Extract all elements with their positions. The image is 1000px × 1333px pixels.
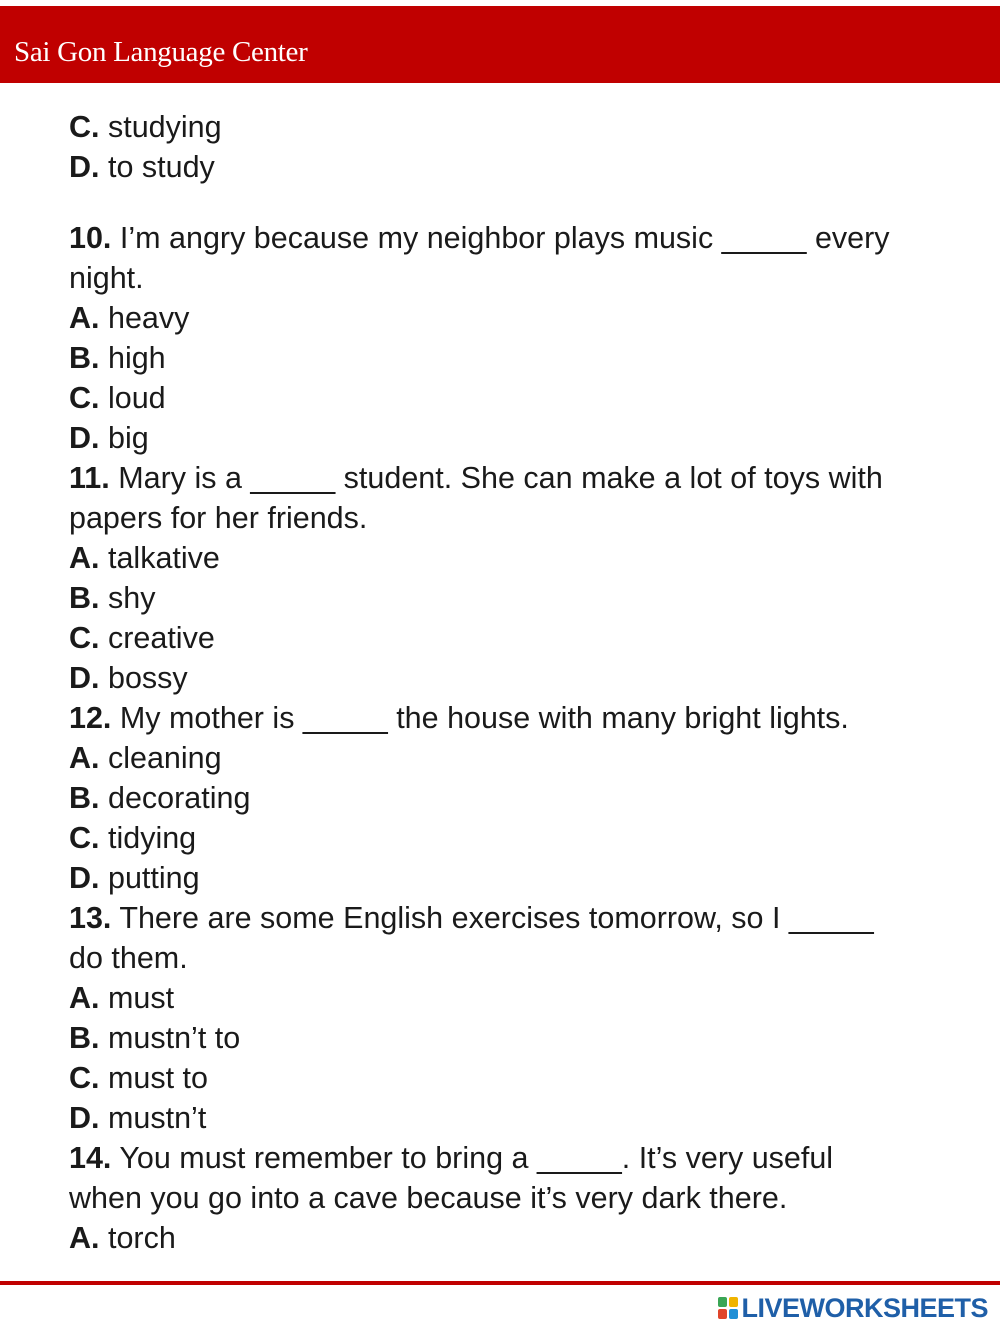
page-title: Sai Gon Language Center xyxy=(14,36,308,68)
brand-name: LIVEWORKSHEETS xyxy=(741,1292,988,1323)
option-10-a: A. heavy xyxy=(69,301,190,335)
option-12-b: B. decorating xyxy=(69,781,251,815)
question-10-cont: night. xyxy=(69,261,144,295)
question-11: 11. Mary is a _____ student. She can make a lot of toys with xyxy=(69,461,883,495)
option-11-a: A. talkative xyxy=(69,541,220,575)
question-11-cont: papers for her friends. xyxy=(69,501,368,535)
option-14-a: A. torch xyxy=(69,1221,176,1255)
question-13-cont: do them. xyxy=(69,941,188,975)
option-9-d: D. to study xyxy=(69,150,215,184)
option-11-c: C. creative xyxy=(69,621,215,655)
option-13-a: A. must xyxy=(69,981,175,1015)
liveworksheets-icon xyxy=(718,1297,738,1319)
option-10-c: C. loud xyxy=(69,381,166,415)
option-9-c: C. studying xyxy=(69,110,222,144)
option-13-d: D. mustn’t xyxy=(69,1101,207,1135)
option-10-d: D. big xyxy=(69,421,149,455)
question-14-cont: when you go into a cave because it’s very dark there. xyxy=(69,1181,788,1215)
option-12-d: D. putting xyxy=(69,861,200,895)
footer-divider xyxy=(0,1281,1000,1285)
liveworksheets-logo xyxy=(718,1293,988,1323)
question-10: 10. I’m angry because my neighbor plays music _____ every xyxy=(69,221,890,255)
option-12-a: A. cleaning xyxy=(69,741,222,775)
option-12-c: C. tidying xyxy=(69,821,197,855)
option-11-d: D. bossy xyxy=(69,661,188,695)
option-13-c: C. must to xyxy=(69,1061,208,1095)
header-band xyxy=(0,6,1000,83)
option-10-b: B. high xyxy=(69,341,166,375)
worksheet-content xyxy=(69,107,979,1258)
question-13: 13. There are some English exercises tomorrow, so I _____ xyxy=(69,901,874,935)
question-12: 12. My mother is _____ the house with many bright lights. xyxy=(69,701,849,735)
question-14: 14. You must remember to bring a _____. It’s very useful xyxy=(69,1141,834,1175)
option-11-b: B. shy xyxy=(69,581,156,615)
option-13-b: B. mustn’t to xyxy=(69,1021,241,1055)
